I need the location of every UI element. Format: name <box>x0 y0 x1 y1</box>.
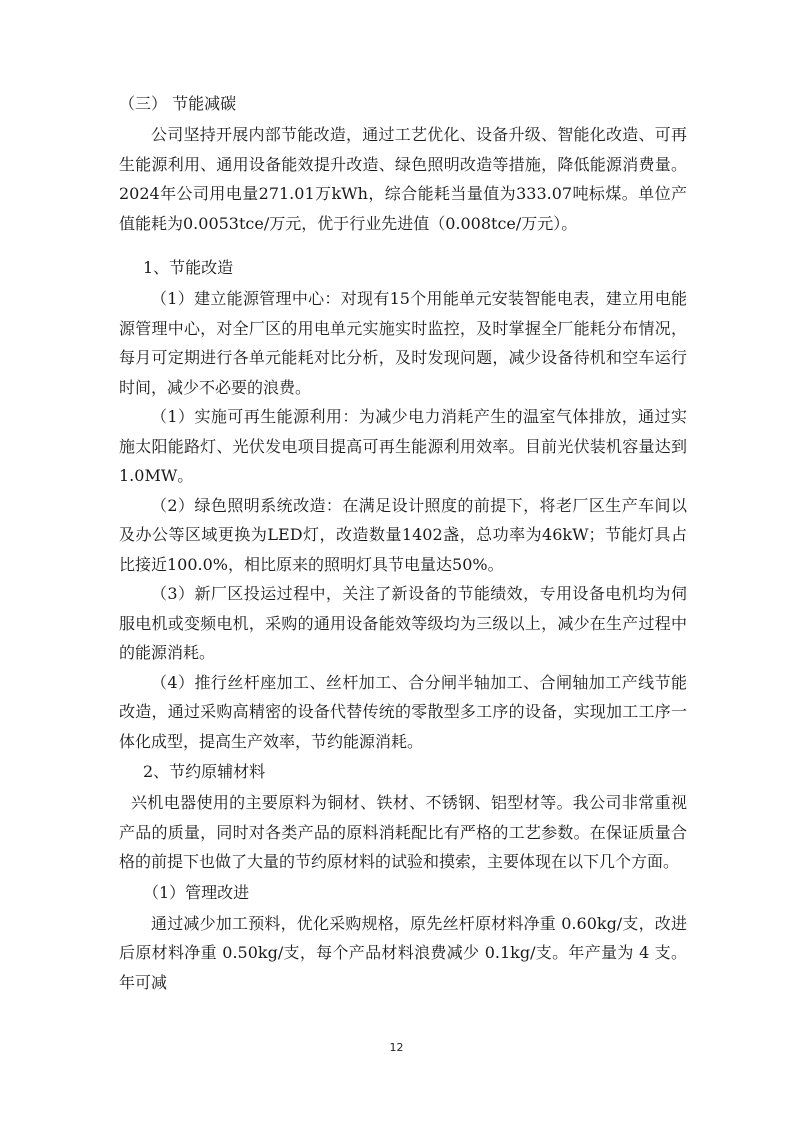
list-item-paragraph: （1）实施可再生能源利用：为减少电力消耗产生的温室气体排放，通过实施太阳能路灯、光伏发电项目提高可再生能源利用效率。目前光伏装机容量达到1.0MW。 <box>119 407 687 485</box>
materials-intro-paragraph: 兴机电器使用的主要原料为铜材、铁材、不锈钢、铝型材等。我公司非常重视产品的质量，同时对各类产品的原料消耗配比有严格的工艺参数。在保证质量合格的前提下也做了大量的节约原材料的试验和摸索，主要体现在以下几个方面。 <box>119 793 687 871</box>
management-paragraph: 通过减少加工预料，优化采购规格，原先丝杆原材料净重 0.60kg/支，改进后原材料净重 0.50kg/支，每个产品材料浪费减少 0.1kg/支。年产量为 4 支。年可减 <box>119 913 687 992</box>
item-heading-management: （1）管理改进 <box>143 882 250 902</box>
document-body <box>119 88 687 997</box>
subsection-heading-materials: 2、节约原辅材料 <box>143 762 266 781</box>
page-number: 12 <box>389 1041 404 1054</box>
subsection-heading-energy-retrofit: 1、节能改造 <box>143 258 234 277</box>
section-intro-paragraph: 公司坚持开展内部节能改造，通过工艺优化、设备升级、智能化改造、可再生能源利用、通用设备能效提升改造、绿色照明改造等措施，降低能源消费量。2024年公司用电量271.01万kWh，综合能耗当量值为333.07吨标煤。单位产值能耗为0.0053tce/万元，优于行业先进值（0.008tce/万元）。 <box>119 125 687 233</box>
list-item-paragraph: （1）建立能源管理中心：对现有15个用能单元安装智能电表，建立用电能源管理中心，对全厂区的用电单元实施实时监控，及时掌握全厂能耗分布情况，每月可定期进行各单元能耗对比分析，及时发现问题，减少设备待机和空车运行时间，减少不必要的浪费。 <box>119 289 687 397</box>
section-heading: （三） 节能减碳 <box>119 94 237 113</box>
spacer <box>119 238 687 252</box>
list-item-paragraph: （3）新厂区投运过程中，关注了新设备的节能绩效，专用设备电机均为伺服电机或变频电机，采购的通用设备能效等级均为三级以上，减少在生产过程中的能源消耗。 <box>119 584 687 662</box>
list-item-paragraph: （2）绿色照明系统改造：在满足设计照度的前提下，将老厂区生产车间以及办公等区域更换为LED灯，改造数量1402盏，总功率为46kW；节能灯具占比接近100.0%，相比原来的照明灯具节电量达50%。 <box>119 495 687 574</box>
list-item-paragraph: （4）推行丝杆座加工、丝杆加工、合分闸半轴加工、合闸轴加工产线节能改造，通过采购高精密的设备代替传统的零散型多工序的设备，实现加工工序一体化成型，提高生产效率，节约能源消耗。 <box>119 672 687 751</box>
